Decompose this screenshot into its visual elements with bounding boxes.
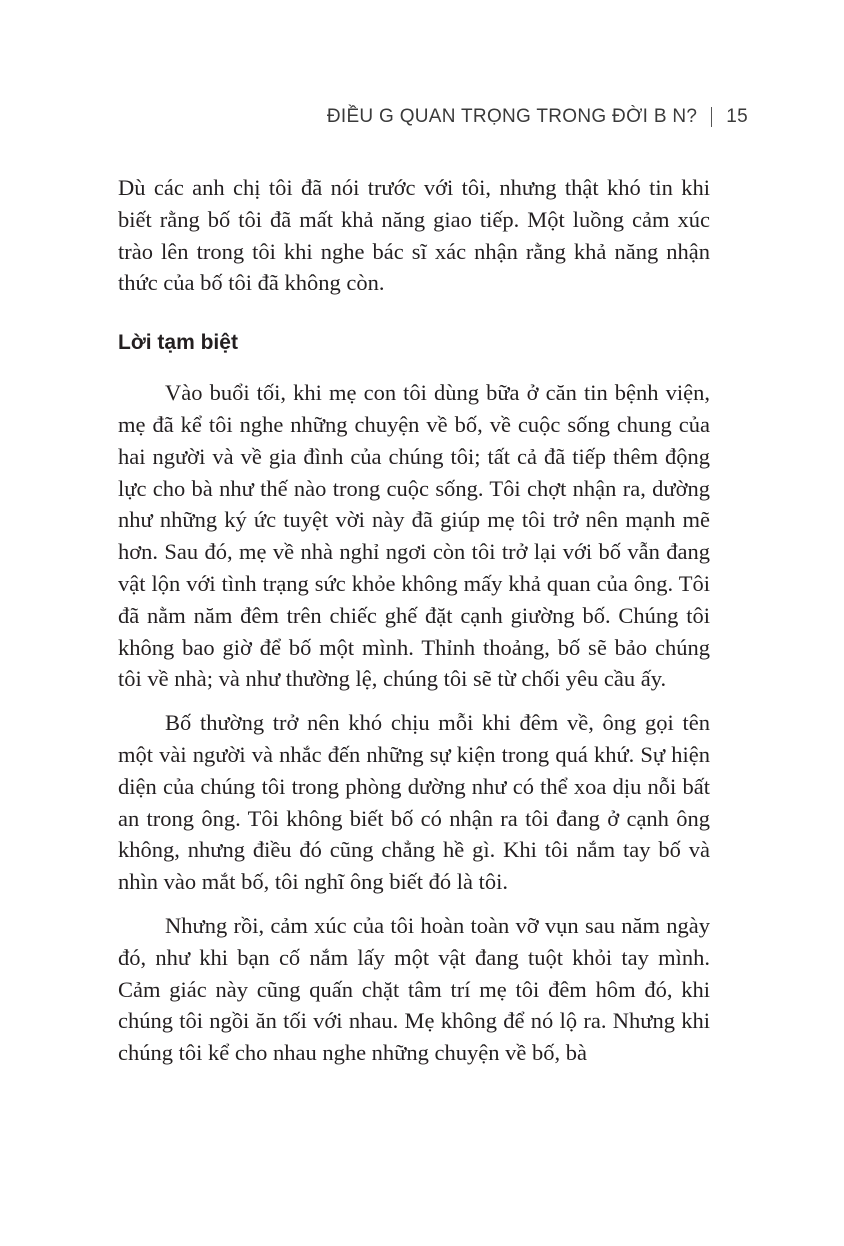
paragraph-2: Vào buổi tối, khi mẹ con tôi dùng bữa ở căn tin bệnh viện, mẹ đã kể tôi nghe những chuyện về bố, về cuộc sống chung của hai người và về gia đình của chúng tôi; tất cả đã tiếp thêm động lực cho bà như thế nào trong cuộc sống. Tôi chợt nhận ra, dường như những ký ức tuyệt vời này đã giúp mẹ tôi trở nên mạnh mẽ hơn. Sau đó, mẹ về nhà nghỉ ngơi còn tôi trở lại với bố vẫn đang vật lộn với tình trạng sức khỏe không mấy khả quan của ông. Tôi đã nằm năm đêm trên chiếc ghế đặt cạnh giường bố. Chúng tôi không bao giờ để bố một mình. Thỉnh thoảng, bố sẽ bảo chúng tôi về nhà; và như thường lệ, chúng tôi sẽ từ chối yêu cầu ấy. — [118, 380, 710, 692]
section-heading: Lời tạm biệt — [118, 331, 238, 355]
header-divider — [711, 107, 712, 127]
running-title: ĐIỀU G QUAN TRỌNG TRONG ĐỜI B N? — [326, 106, 698, 127]
paragraph-1: Dù các anh chị tôi đã nói trước với tôi, nhưng thật khó tin khi biết rằng bố tôi đã mất khả năng giao tiếp. Một luồng cảm xúc trào lên trong tôi khi nghe bác sĩ xác nhận rằng khả năng nhận thức của bố tôi đã không còn. — [118, 175, 710, 296]
running-header — [327, 106, 748, 128]
page-body — [118, 172, 710, 1081]
paragraph-3: Bố thường trở nên khó chịu mỗi khi đêm về, ông gọi tên một vài người và nhắc đến những sự kiện trong quá khứ. Sự hiện diện của chúng tôi trong phòng dường như có thể xoa dịu nỗi bất an trong ông. Tôi không biết bố có nhận ra tôi đang ở cạnh ông không, nhưng điều đó cũng chẳng hề gì. Khi tôi nắm tay bố và nhìn vào mắt bố, tôi nghĩ ông biết đó là tôi. — [118, 710, 710, 895]
paragraph-4: Nhưng rồi, cảm xúc của tôi hoàn toàn vỡ vụn sau năm ngày đó, như khi bạn cố nắm lấy một vật đang tuột khỏi tay mình. Cảm giác này cũng quấn chặt tâm trí mẹ tôi đêm hôm đó, khi chúng tôi ngồi ăn tối với nhau. Mẹ không để nó lộ ra. Nhưng khi chúng tôi kể cho nhau nghe những chuyện về bố, bà — [118, 912, 710, 1066]
page-number: 15 — [726, 106, 748, 127]
